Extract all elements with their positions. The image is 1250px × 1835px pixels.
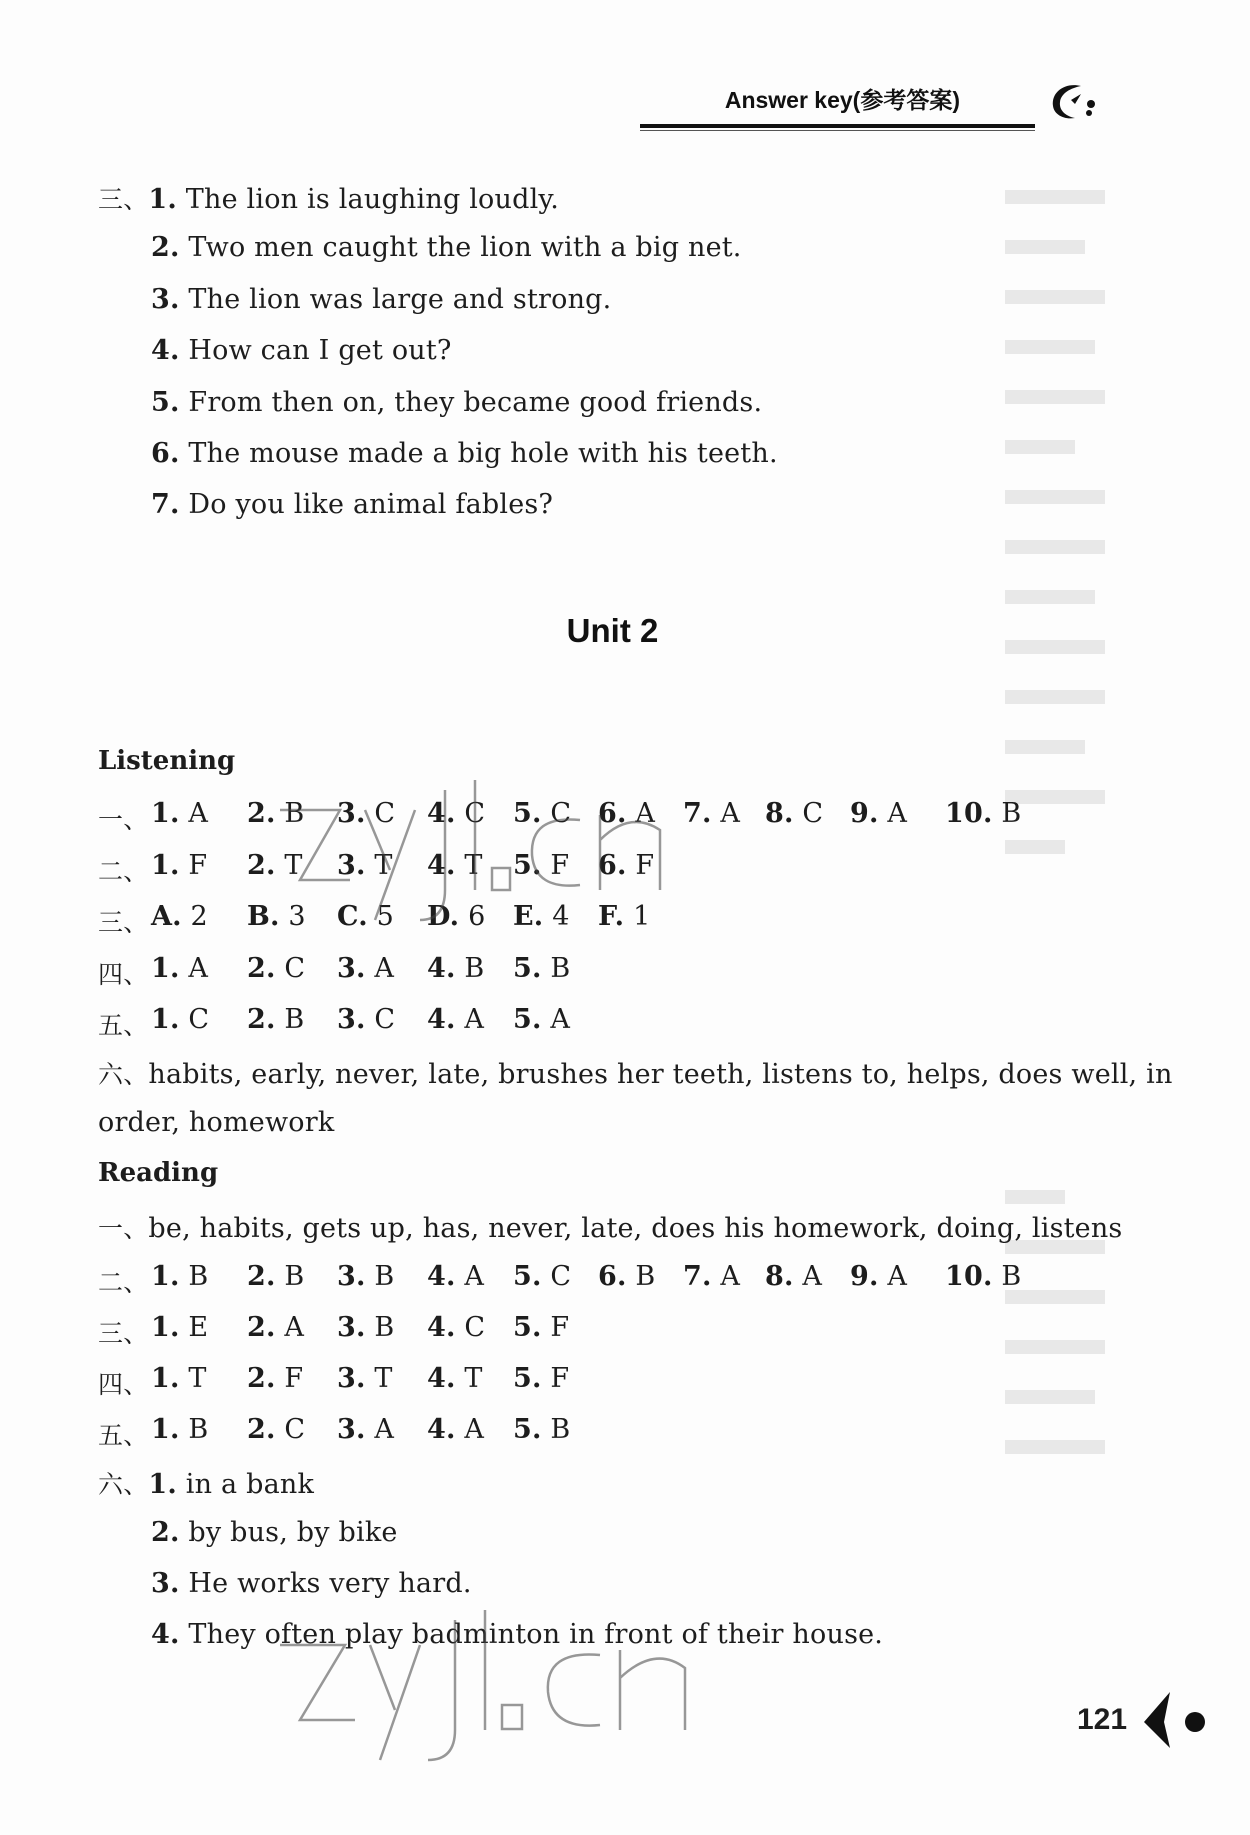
listening-row-4-answer xyxy=(427,953,484,984)
listening-heading: Listening xyxy=(98,746,236,776)
answer-value: T xyxy=(464,849,483,881)
reading-row-1-answer xyxy=(945,1261,1021,1292)
reading-section-6-item-2: 2. by bus, by bike xyxy=(151,1517,398,1548)
reading-row-1-marker: 二、 xyxy=(98,1268,149,1297)
answer-value: F xyxy=(550,1312,570,1343)
answer-number: 2. xyxy=(247,849,276,881)
answer-number: E. xyxy=(513,901,544,932)
reading-row-1-answer xyxy=(427,1261,484,1292)
answer-number: 1. xyxy=(151,1004,180,1035)
answer-number: 1. xyxy=(151,1261,180,1292)
answer-value: C xyxy=(464,798,486,829)
listening-row-3-marker: 三、 xyxy=(98,908,149,937)
answer-value: C xyxy=(188,1004,210,1035)
answer-value: 6 xyxy=(468,901,486,932)
answer-value: T xyxy=(374,1363,393,1394)
answer-value: A xyxy=(374,952,395,984)
answer-value: B xyxy=(188,1261,209,1292)
answer-number: 2. xyxy=(247,1312,276,1343)
bleed-through-shadow xyxy=(1005,180,1115,1600)
answer-value: A xyxy=(284,1312,305,1343)
answer-number: 8. xyxy=(765,1261,794,1292)
answer-value: 4 xyxy=(552,901,570,932)
answer-value: E xyxy=(188,1312,209,1343)
listening-row-5-answer xyxy=(151,1004,209,1035)
answer-number: 2. xyxy=(247,1004,276,1035)
answer-number: 4. xyxy=(427,1312,456,1343)
listening-row-1-marker: 一、 xyxy=(98,805,149,834)
reading-section-6-item-4: 4. They often play badminton in front of their house. xyxy=(151,1619,884,1650)
answer-value: B xyxy=(374,1312,395,1343)
answer-number: 1. xyxy=(151,1363,180,1394)
unit1-section-3-item-5: 5. From then on, they became good friends. xyxy=(151,387,763,418)
answer-number: 5. xyxy=(513,798,542,829)
listening-section-6-line-2: order, homework xyxy=(98,1107,335,1138)
answer-value: B xyxy=(188,1414,209,1445)
answer-value: F xyxy=(284,1363,304,1394)
listening-row-1-answer xyxy=(151,798,208,829)
answer-value: C xyxy=(802,798,824,829)
reading-row-3-answer xyxy=(513,1363,569,1394)
answer-number: 1. xyxy=(151,1312,180,1343)
answer-number: 5. xyxy=(513,849,542,881)
reading-row-3-answer xyxy=(427,1363,483,1394)
reading-row-2-answer xyxy=(513,1312,569,1343)
answer-number: B. xyxy=(247,901,280,932)
listening-row-4-answer xyxy=(513,953,570,984)
answer-number: 10. xyxy=(945,798,993,829)
answer-number: 5. xyxy=(513,1312,542,1343)
answer-value: A xyxy=(464,1414,485,1445)
answer-number: 1. xyxy=(151,849,180,881)
reading-section-6-item-3: 3. He works very hard. xyxy=(151,1568,472,1599)
listening-row-1-answer xyxy=(765,798,823,829)
answer-value: C xyxy=(374,1004,396,1035)
answer-value: A xyxy=(887,798,908,829)
reading-row-2-answer xyxy=(337,1312,394,1343)
answer-value: 3 xyxy=(288,901,306,932)
answer-number: 7. xyxy=(683,1261,712,1292)
answer-value: T xyxy=(464,1363,483,1394)
listening-row-1-answer xyxy=(850,798,907,829)
answer-number: 3. xyxy=(337,1004,366,1035)
answer-value: A xyxy=(887,1261,908,1292)
answer-number: F. xyxy=(598,901,625,932)
listening-row-2-answer xyxy=(151,850,207,881)
listening-row-5-answer xyxy=(247,1004,304,1035)
reading-row-3-answer xyxy=(247,1363,303,1394)
answer-value: B xyxy=(374,1261,395,1292)
answer-value: C xyxy=(550,798,572,829)
answer-value: C xyxy=(464,1312,486,1343)
reading-row-1-answer xyxy=(598,1261,655,1292)
answer-value: A xyxy=(550,1004,571,1035)
reading-row-3-answer xyxy=(337,1363,393,1394)
answer-number: 3. xyxy=(337,1261,366,1292)
answer-number: 4. xyxy=(427,1004,456,1035)
answer-value: 2 xyxy=(190,901,208,932)
listening-row-1-answer xyxy=(945,798,1021,829)
answer-number: 5. xyxy=(513,952,542,984)
unit1-section-3-item-3: 3. The lion was large and strong. xyxy=(151,284,612,315)
answer-value: B xyxy=(1001,798,1022,829)
answer-value: A xyxy=(188,798,209,829)
answer-value: B xyxy=(464,952,485,984)
answer-number: 3. xyxy=(337,798,366,829)
watermark-logo-upper xyxy=(270,770,720,930)
listening-row-5-answer xyxy=(427,1004,484,1035)
reading-row-2-answer xyxy=(151,1312,208,1343)
watermark-logo-lower xyxy=(270,1600,750,1770)
page-number: 121 xyxy=(1077,1703,1128,1736)
reading-section-1: 一、be, habits, gets up, has, never, late, does his homework, doing, listens xyxy=(98,1213,1123,1244)
listening-row-2-marker: 二、 xyxy=(98,856,149,886)
reading-row-2-answer xyxy=(427,1312,485,1343)
answer-number: 3. xyxy=(337,1414,366,1445)
listening-row-4-answer xyxy=(247,953,305,984)
unit1-section-3-item-1: 三、1. The lion is laughing loudly. xyxy=(98,184,560,215)
reading-row-1-answer xyxy=(513,1261,571,1292)
answer-value: 5 xyxy=(376,901,395,932)
answer-value: 1 xyxy=(633,901,651,932)
answer-number: 3. xyxy=(337,1363,366,1394)
answer-value: F xyxy=(635,849,655,881)
answer-number: D. xyxy=(427,901,460,932)
reading-heading: Reading xyxy=(98,1158,219,1188)
running-header-title: Answer key(参考答案) xyxy=(724,87,960,113)
answer-number: 3. xyxy=(337,1312,366,1343)
header-swoosh-icon xyxy=(1045,80,1105,125)
answer-number: 2. xyxy=(247,952,276,984)
reading-section-6-item-1: 六、1. in a bank xyxy=(98,1469,315,1500)
answer-value: T xyxy=(374,849,393,881)
page-arrow-icon xyxy=(1140,1690,1210,1750)
answer-number: 5. xyxy=(513,1261,542,1292)
answer-number: 1. xyxy=(151,798,180,829)
answer-value: T xyxy=(188,1363,207,1394)
answer-number: 7. xyxy=(683,798,712,829)
answer-value: A xyxy=(464,1004,485,1035)
answer-value: T xyxy=(284,849,303,881)
answer-number: 2. xyxy=(247,1261,276,1292)
answer-value: B xyxy=(284,1004,305,1035)
answer-number: 3. xyxy=(337,849,366,881)
answer-number: 4. xyxy=(427,849,456,881)
reading-row-2-marker: 三、 xyxy=(98,1319,149,1348)
unit1-section-3-item-7: 7. Do you like animal fables? xyxy=(151,489,554,520)
answer-number: 6. xyxy=(598,798,627,829)
answer-number: 6. xyxy=(598,849,627,881)
answer-value: F xyxy=(550,1363,570,1394)
reading-row-1-answer xyxy=(247,1261,304,1292)
answer-value: C xyxy=(374,798,396,829)
answer-value: F xyxy=(550,849,570,881)
listening-row-5-answer xyxy=(513,1004,570,1035)
answer-number: 4. xyxy=(427,1261,456,1292)
unit-title: Unit 2 xyxy=(566,612,659,649)
reading-row-4-answer xyxy=(151,1414,208,1445)
answer-number: 8. xyxy=(765,798,794,829)
unit1-section-3-item-2: 2. Two men caught the lion with a big net. xyxy=(151,232,742,263)
answer-value: B xyxy=(1001,1261,1022,1292)
listening-section-6-line-1: 六、habits, early, never, late, brushes her teeth, listens to, helps, does well, in xyxy=(98,1059,1173,1090)
listening-row-4-answer xyxy=(151,953,208,984)
answer-number: 10. xyxy=(945,1261,993,1292)
listening-row-5-marker: 五、 xyxy=(98,1011,149,1040)
answer-value: A xyxy=(720,798,741,829)
answer-number: 5. xyxy=(513,1363,542,1394)
answer-value: A xyxy=(188,952,209,984)
answer-number: 1. xyxy=(151,952,180,984)
answer-number: 3. xyxy=(337,952,366,984)
reading-row-4-answer xyxy=(337,1414,394,1445)
answer-value: B xyxy=(550,1414,571,1445)
reading-row-4-answer xyxy=(513,1414,570,1445)
reading-row-3-marker: 四、 xyxy=(98,1370,149,1399)
answer-number: 9. xyxy=(850,798,879,829)
answer-value: B xyxy=(284,1261,305,1292)
answer-value: A xyxy=(720,1261,741,1292)
listening-row-4-marker: 四、 xyxy=(98,959,149,989)
answer-value: B xyxy=(635,1261,656,1292)
answer-value: A xyxy=(464,1261,485,1292)
reading-row-1-answer xyxy=(337,1261,394,1292)
answer-value: F xyxy=(188,849,208,881)
reading-row-1-answer xyxy=(850,1261,907,1292)
answer-value: C xyxy=(284,1414,306,1445)
reading-row-4-marker: 五、 xyxy=(98,1421,149,1450)
answer-value: A xyxy=(374,1414,395,1445)
answer-number: 9. xyxy=(850,1261,879,1292)
answer-value: A xyxy=(635,798,656,829)
answer-number: 4. xyxy=(427,1363,456,1394)
answer-number: 5. xyxy=(513,1004,542,1035)
reading-row-3-answer xyxy=(151,1363,207,1394)
answer-number: 6. xyxy=(598,1261,627,1292)
reading-row-2-answer xyxy=(247,1312,304,1343)
answer-number: 5. xyxy=(513,1414,542,1445)
listening-row-3-answer xyxy=(151,901,208,932)
reading-row-4-answer xyxy=(247,1414,305,1445)
answer-number: A. xyxy=(151,901,182,932)
answer-number: 1. xyxy=(151,1414,180,1445)
answer-number: 4. xyxy=(427,798,456,829)
answer-number: 4. xyxy=(427,1414,456,1445)
header-rule-thin xyxy=(640,130,1035,131)
answer-number: 4. xyxy=(427,952,456,984)
reading-row-1-answer xyxy=(151,1261,208,1292)
answer-number: 2. xyxy=(247,1363,276,1394)
listening-row-5-answer xyxy=(337,1004,395,1035)
answer-number: 2. xyxy=(247,1414,276,1445)
answer-number: 2. xyxy=(247,798,276,829)
unit1-section-3-item-4: 4. How can I get out? xyxy=(151,335,452,366)
answer-value: B xyxy=(550,952,571,984)
reading-row-1-answer xyxy=(765,1261,822,1292)
listening-row-4-answer xyxy=(337,953,394,984)
answer-number: C. xyxy=(337,901,368,932)
reading-row-4-answer xyxy=(427,1414,484,1445)
reading-row-1-answer xyxy=(683,1261,740,1292)
answer-value: C xyxy=(284,952,306,984)
answer-value: B xyxy=(284,798,305,829)
unit1-section-3-item-6: 6. The mouse made a big hole with his teeth. xyxy=(151,438,778,469)
answer-value: C xyxy=(550,1261,572,1292)
answer-value: A xyxy=(802,1261,823,1292)
header-rule xyxy=(640,124,1035,128)
